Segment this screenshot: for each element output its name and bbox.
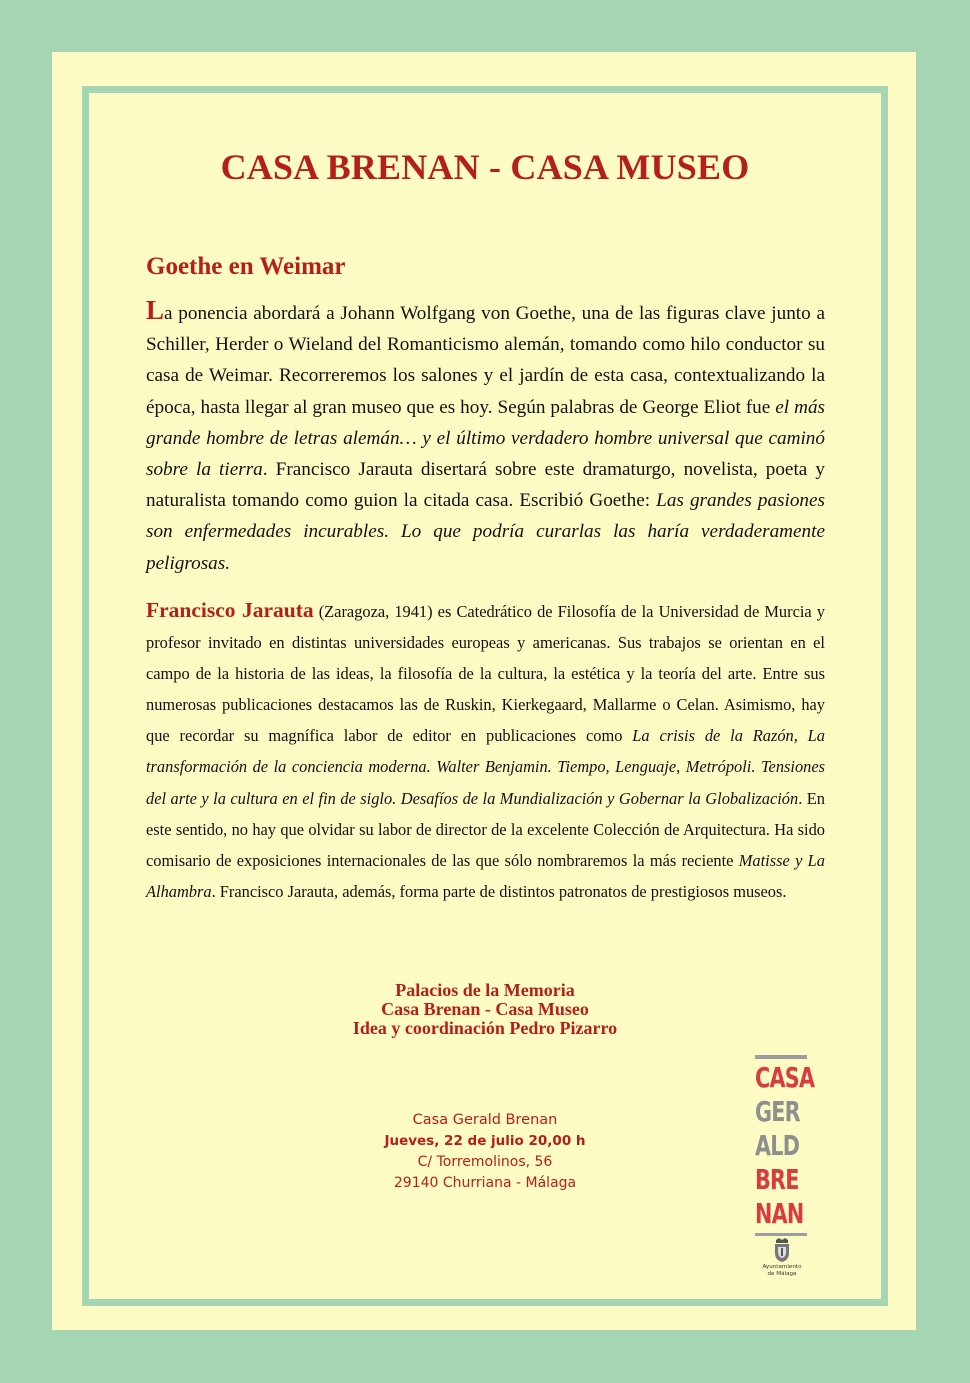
logo-word-1: CASA xyxy=(755,1061,815,1094)
credits-line-3: Idea y coordinación Pedro Pizarro xyxy=(352,1018,618,1038)
logo-word-5: NAN xyxy=(755,1197,804,1230)
lecture-quote-1: el más grande hombre de letras alemán… y el último verdadero hombre universal que caminó sobre la tierra xyxy=(146,396,826,481)
sponsor-caption xyxy=(750,1264,814,1278)
sponsor-line-2: de Málaga xyxy=(767,1271,797,1277)
lecture-quote-2: Las grandes pasiones son enfermedades incurables. Lo que podría curarlas las haría verdaderamente peligrosas. xyxy=(146,490,826,574)
logo-top-bar xyxy=(755,1055,807,1059)
logo-bottom-bar xyxy=(755,1233,807,1236)
casa-gerald-brenan-logo xyxy=(755,1055,815,1236)
credits-line-2: Casa Brenan - Casa Museo xyxy=(381,999,589,1019)
logo-word-2: GER xyxy=(755,1095,800,1128)
venue-block xyxy=(0,1110,970,1194)
drop-cap: L xyxy=(146,295,165,325)
credits-line-1: Palacios de la Memoria xyxy=(395,980,575,1000)
event-date: Jueves, 22 de julio 20,00 h xyxy=(384,1133,586,1149)
lecture-text-2: . Francisco Jarauta disertará sobre este dramaturgo, novelista, poeta y naturalista tomando como guion la citada casa. Escribió Goethe: xyxy=(146,459,825,512)
logo-word-3: ALD xyxy=(755,1129,800,1162)
bio-text-3: . Francisco Jarauta, además, forma parte de distintos patronatos de prestigiosos museos. xyxy=(211,881,787,901)
speaker-bio xyxy=(146,595,825,907)
bio-exhibition: Matisse y La Alhambra xyxy=(146,850,825,901)
lecture-text-1: a ponencia abordará a Johann Wolfgang von Goethe, una de las figuras clave junto a Schiller, Herder o Wieland del Romanticismo alemán, tomando como hilo conductor su casa de Weimar. Recorreremos los salones y el jardín de esta casa, contextualizando la época, hasta llegar al gran museo que es hoy. Según palabras de George Eliot fue xyxy=(146,303,825,418)
lecture-description xyxy=(146,295,825,579)
city-crest-icon xyxy=(767,1237,797,1263)
page-title: CASA BRENAN - CASA MUSEO xyxy=(220,147,750,187)
venue-city: 29140 Churriana - Málaga xyxy=(393,1175,577,1191)
venue-name: Casa Gerald Brenan xyxy=(412,1112,558,1128)
bio-text-1: (Zaragoza, 1941) es Catedrático de Filosofía de la Universidad de Murcia y profesor invitado en distintas universidades europeas y americanas. Sus trabajos se orientan en el campo de la historia de las ideas, la filosofía de la cultura, la estética y la teoría del arte. Entre sus numerosas publicaciones destacamos las de Ruskin, Kierkegaard, Mallarme o Celan. Asimismo, hay que recordar su magnífica labor de editor en publicaciones como xyxy=(146,602,825,746)
speaker-name: Francisco Jarauta xyxy=(146,598,314,622)
logo-word-4: BRE xyxy=(755,1163,799,1196)
sponsor-line-1: Ayuntamiento xyxy=(762,1264,802,1270)
credits-block xyxy=(0,981,970,1038)
bio-works: La crisis de la Razón, La transformación de la conciencia moderna. Walter Benjamin. Tiempo, Lenguaje, Metrópoli. Tensiones del arte y la cultura en el fin de siglo. Desafíos de la Mundialización y Gobernar la Globalización xyxy=(146,726,825,808)
lecture-heading: Goethe en Weimar xyxy=(146,253,346,280)
venue-address: C/ Torremolinos, 56 xyxy=(417,1154,553,1170)
bio-text-2: . En este sentido, no hay que olvidar su labor de director de la excelente Colección de Arquitectura. Ha sido comisario de exposiciones internacionales de las que sólo nombraremos la más reciente xyxy=(146,788,825,870)
